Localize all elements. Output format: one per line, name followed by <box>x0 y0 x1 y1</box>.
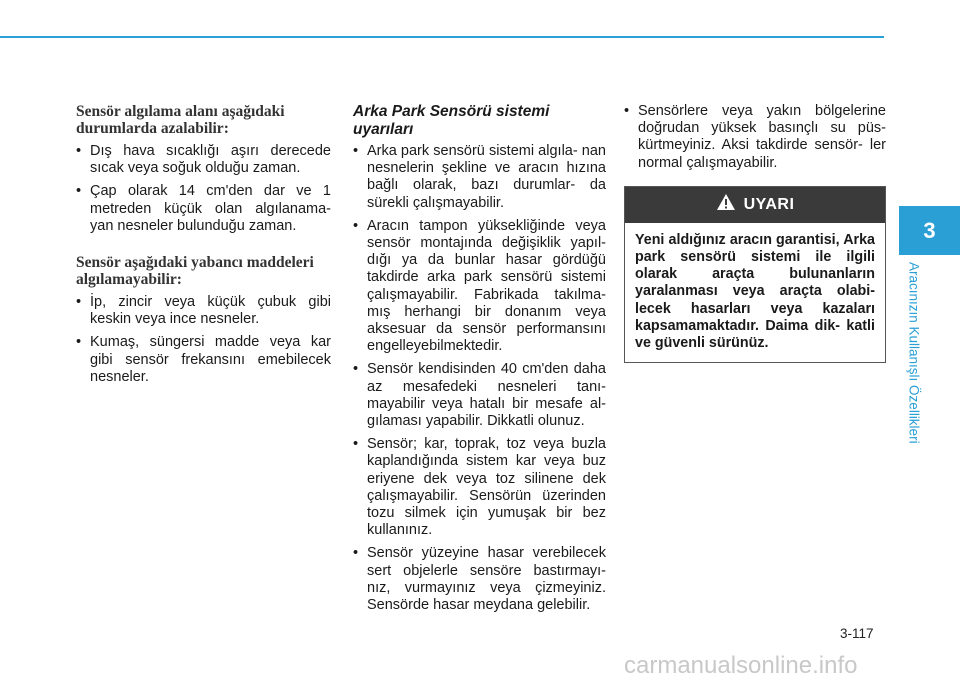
heading-detection-reduced: Sensör algılama alanı aşağıdaki durumlarda azalabilir: <box>76 103 285 137</box>
heading-sensor-warnings: Arka Park Sensörü sistemi uyarıları <box>353 103 550 138</box>
column-3 <box>624 103 886 363</box>
heading-foreign-objects: Sensör aşağıdaki yabancı maddeleri algılamayabilir: <box>76 254 314 289</box>
chapter-title-vertical <box>902 262 926 462</box>
watermark: carmanualsonline.info <box>624 652 858 679</box>
list-item: • Sensör kendisinden 40 cm'den daha az mesafedeki nesneleri tanı- mayabilir veya hatalı bir mesafe al- gılaması yapabilir. Dikkatli olunuz. <box>353 361 606 430</box>
list-item: • Aracın tampon yüksekliğinde veya sensör montajında değişiklik yapıl- dığı ya da bunlar hasar gördüğü takdirde arka park sensörü sistemi çalışmayabilir. Fabrikada takılma- mış herhangi bir donanım veya aksesuar da sensör performansını engelleyebilmektedir. <box>353 218 606 356</box>
list-item: • Sensör yüzeyine hasar verebilecek sert objelerle sensöre bastırmayı- nız, vurmayınız veya çizmeyiniz. Sensörde hasar meydana gelebilir. <box>353 545 606 614</box>
chapter-number: 3 <box>923 217 936 243</box>
page-number: 3-117 <box>840 626 874 641</box>
warning-box <box>624 186 886 363</box>
chapter-title: Aracınızın Kullanışlı Özellikleri <box>906 262 922 444</box>
list-item: • Sensör; kar, toprak, toz veya buzla kaplandığında sistem kar veya buz eriyene dek veya toz silinene dek çalışmayabilir. Sensörün üzerinden tozu silmek için yumuşak bir bez kullanınız. <box>353 436 606 539</box>
list-item: • Arka park sensörü sistemi algıla- nan nesnelerin şekline ve aracın hızına bağlı olarak, bazı durumlar- da sürekli çalışmayabilir. <box>353 143 606 212</box>
list-item: • Kumaş, süngersi madde veya kar gibi sensör frekansını emebilecek nesneler. <box>76 334 331 386</box>
list-continued <box>624 103 886 172</box>
list-foreign-objects <box>76 294 331 386</box>
list-item: • İp, zincir veya küçük çubuk gibi keskin veya ince nesneler. <box>76 294 331 328</box>
list-sensor-warnings <box>353 143 606 614</box>
list-item: • Çap olarak 14 cm'den dar ve 1 metreden küçük olan algılanama- yan nesneler bulunduğu zaman. <box>76 183 331 235</box>
column-1 <box>76 103 331 392</box>
column-2 <box>353 103 606 620</box>
list-detection-reduced <box>76 143 331 235</box>
warning-header <box>625 187 885 223</box>
list-item: • Dış hava sıcaklığı aşırı derecede sıcak veya soğuk olduğu zaman. <box>76 143 331 177</box>
list-item: • Sensörlere veya yakın bölgelerine doğrudan yüksek basınçlı su püs- kürtmeyiniz. Aksi takdirde sensör- ler normal çalışmayabilir. <box>624 103 886 172</box>
chapter-tab <box>899 206 960 255</box>
top-divider <box>0 36 884 38</box>
warning-text: Yeni aldığınız aracın garantisi, Arka park sensörü sistemi ile ilgili olarak araçta bulunanların yaralanması veya araçta olabi- lecek hasarları veya kazaları kapsamamaktadır. Daima dik- katli ve güvenli sürünüz. <box>635 231 875 352</box>
warning-label: UYARI <box>743 195 795 213</box>
warning-triangle-icon <box>716 193 736 216</box>
